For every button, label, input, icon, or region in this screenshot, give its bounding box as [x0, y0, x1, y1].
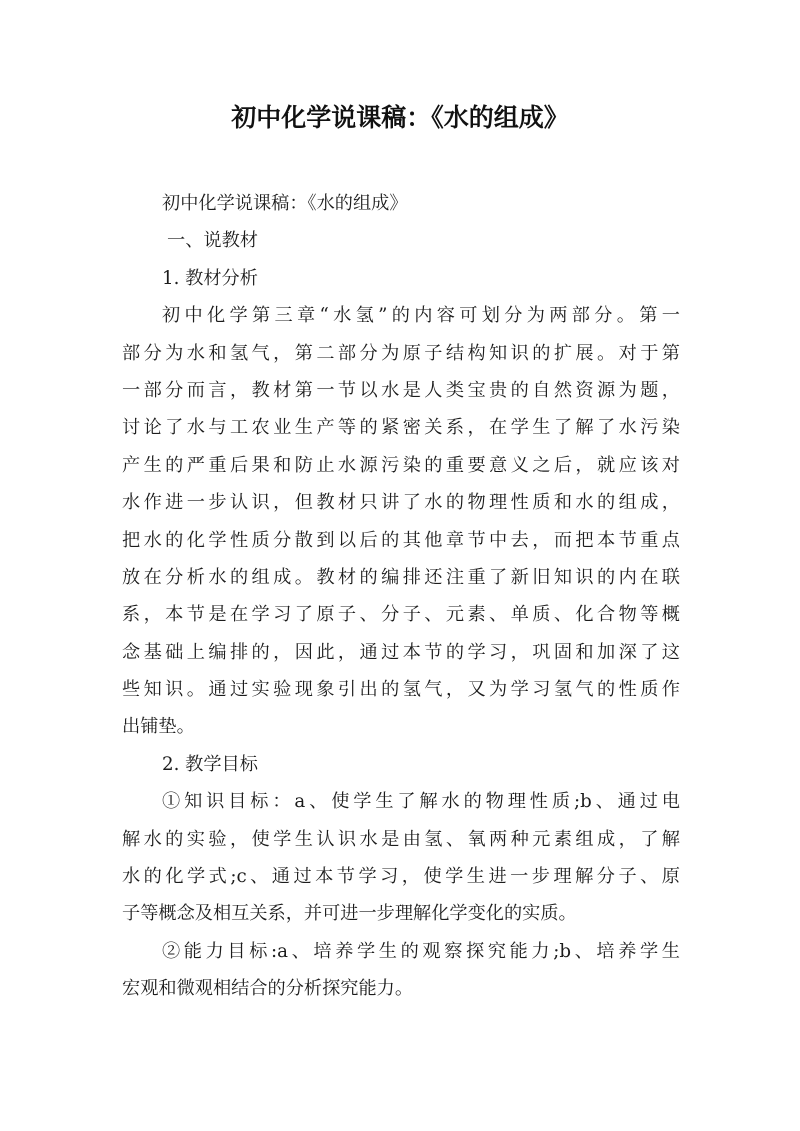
paragraph-line: 初中化学第三章“水氢”的内容可划分为两部分。第一 — [162, 305, 680, 327]
paragraph-line: 一、说教材 — [167, 230, 258, 252]
paragraph-line: 念基础上编排的，因此，通过本节的学习，巩固和加深了这 — [122, 641, 680, 663]
paragraph-line: 水作进一步认识，但教材只讲了水的物理性质和水的组成， — [122, 492, 680, 514]
paragraph-line: 一部分而言，教材第一节以水是人类宝贵的自然资源为题， — [122, 379, 680, 401]
paragraph-line: 部分为水和氢气，第二部分为原子结构知识的扩展。对于第 — [122, 342, 680, 364]
paragraph-line: 宏观和微观相结合的分析探究能力。 — [122, 978, 414, 1000]
paragraph-line: 讨论了水与工农业生产等的紧密关系，在学生了解了水污染 — [122, 417, 680, 439]
paragraph-line: ①知识目标：a、使学生了解水的物理性质;b、通过电 — [162, 791, 680, 813]
paragraph-line: 解水的实验，使学生认识水是由氢、氧两种元素组成，了解 — [122, 828, 680, 850]
paragraph-line: 子等概念及相互关系，并可进一步理解化学变化的实质。 — [122, 903, 577, 925]
document-body — [122, 185, 680, 1008]
paragraph-line: 1. 教材分析 — [162, 267, 258, 289]
paragraph-line: 出铺垫。 — [122, 716, 195, 738]
paragraph-line: 些知识。通过实验现象引出的氢气，又为学习氢气的性质作 — [122, 679, 680, 701]
paragraph-line: 产生的严重后果和防止水源污染的重要意义之后，就应该对 — [122, 454, 680, 476]
paragraph-line: 初中化学说课稿：《水的组成》 — [162, 193, 408, 214]
paragraph-line: 水的化学式;c、通过本节学习，使学生进一步理解分子、原 — [122, 866, 680, 888]
paragraph-line: 放在分析水的组成。教材的编排还注重了新旧知识的内在联 — [122, 566, 680, 588]
paragraph-line: 把水的化学性质分散到以后的其他章节中去，而把本节重点 — [122, 529, 680, 551]
paragraph-line: 2. 教学目标 — [162, 753, 258, 775]
document-title: 初中化学说课稿：《水的组成》 — [231, 103, 569, 132]
paragraph-line: 系，本节是在学习了原子、分子、元素、单质、化合物等概 — [122, 604, 680, 626]
paragraph-line: ②能力目标:a、培养学生的观察探究能力;b、培养学生 — [162, 940, 680, 962]
